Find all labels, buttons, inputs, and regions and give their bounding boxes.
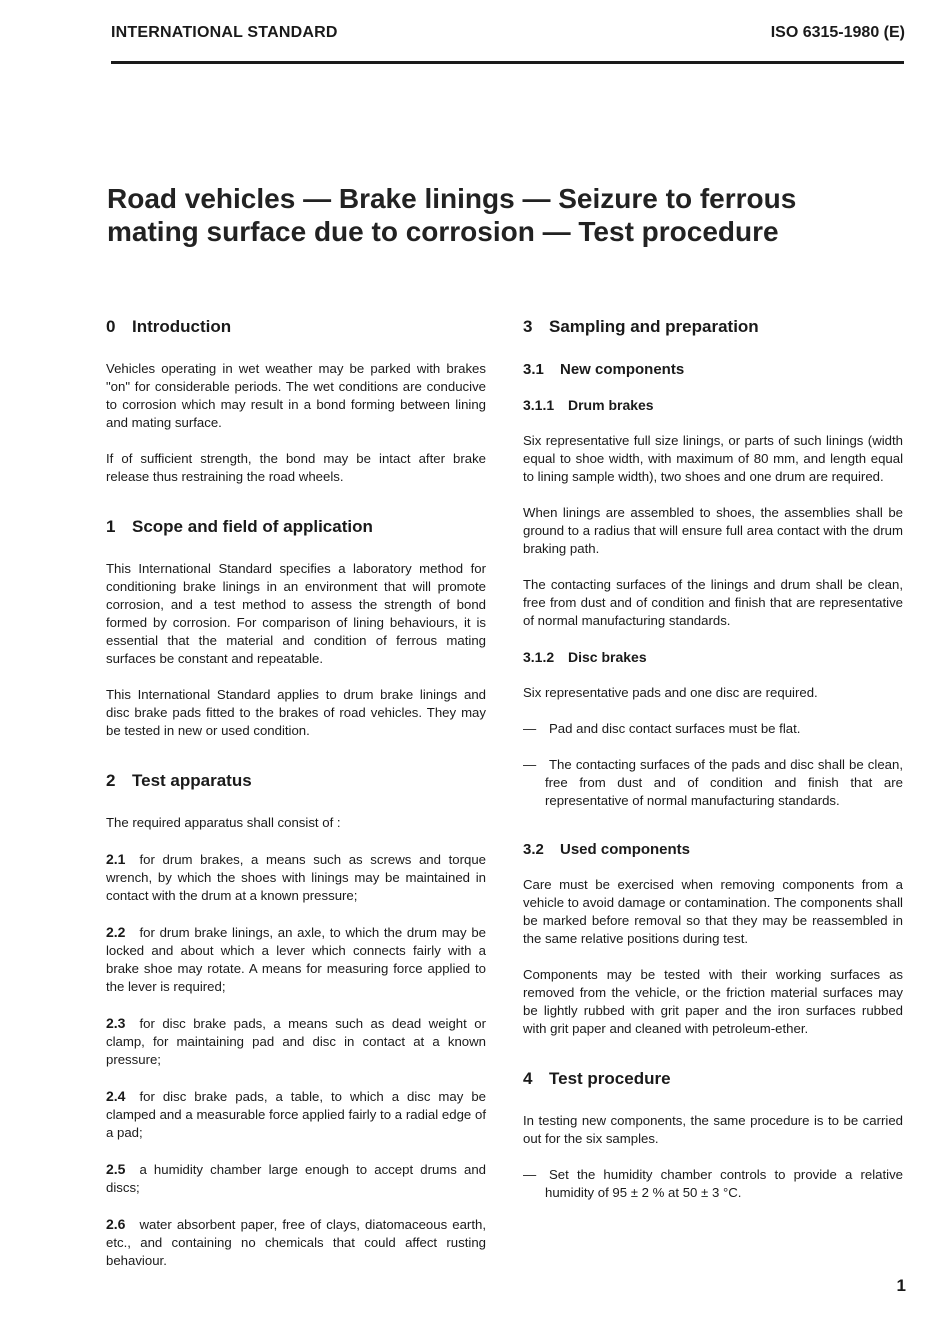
apparatus-item: 2.2 for drum brake linings, an axle, to which the drum may be locked and about which a lever which connects fairly with a brake shoe may rotate. A means for measuring force applied to the lever is required; <box>106 924 486 994</box>
dash-list-item: — The contacting surfaces of the pads and disc shall be clean, free from dust and of condition and finish that are representative of normal manufacturing standards. <box>523 757 903 808</box>
section-1-paragraph-1: This International Standard specifies a laboratory method for conditioning brake linings in an environment that will promote corrosion, and a test method to assess the strength of bond formed by corrosion. For comparison of lining behaviours, it is essential that the material and condition of ferrous mating surfaces be constant and repeatable. <box>106 561 486 666</box>
dash-list-item: — Set the humidity chamber controls to provide a relative humidity of 95 ± 2 % at 50 ± 3 °C. <box>523 1167 903 1200</box>
section-3-1-1-paragraph-3: The contacting surfaces of the linings and drum shall be clean, free from dust and of condition and finish that are representative of normal manufacturing standards. <box>523 577 903 628</box>
section-4-paragraph-1: In testing new components, the same procedure is to be carried out for the six samples. <box>523 1113 903 1146</box>
header-standard-label: INTERNATIONAL STANDARD <box>111 24 338 41</box>
header-document-id: ISO 6315-1980 (E) <box>770 24 905 41</box>
section-3-1-1-heading: 3.1.1 Drum brakes <box>523 397 654 413</box>
section-2-heading: 2 Test apparatus <box>106 771 252 790</box>
right-column <box>523 316 903 1220</box>
apparatus-item: 2.1 for drum brakes, a means such as screws and torque wrench, by which the shoes with linings may be maintained in contact with the drum at a known pressure; <box>106 851 486 903</box>
dash-list-item: — Pad and disc contact surfaces must be flat. <box>523 721 801 736</box>
section-3-heading: 3 Sampling and preparation <box>523 317 759 336</box>
section-0-heading: 0 Introduction <box>106 317 232 336</box>
section-3-1-2-paragraph-1: Six representative pads and one disc are required. <box>523 685 818 700</box>
section-2-intro: The required apparatus shall consist of : <box>106 815 341 830</box>
header-rule <box>111 61 904 64</box>
section-4-heading: 4 Test procedure <box>523 1069 671 1088</box>
apparatus-item: 2.5 a humidity chamber large enough to accept drums and discs; <box>106 1161 486 1195</box>
section-0-paragraph-1: Vehicles operating in wet weather may be parked with brakes "on" for considerable periods. The wet conditions are conducive to corrosion which may result in a bond forming between lining and mating surface. <box>106 361 486 430</box>
left-column <box>106 316 486 1288</box>
title-line-2: mating surface due to corrosion — Test procedure <box>107 216 779 247</box>
section-3-1-1-paragraph-2: When linings are assembled to shoes, the assemblies shall be ground to a radius that will ensure full area contact with the drum braking path. <box>523 505 903 556</box>
section-3-2-paragraph-2: Components may be tested with their working surfaces as removed from the vehicle, or the friction material surfaces may be lightly rubbed with grit paper and the iron surfaces rubbed with grit paper and cleaned with petroleum-ether. <box>523 967 903 1036</box>
section-3-1-1-paragraph-1: Six representative full size linings, or parts of such linings (width equal to shoe width, with maximum of 80 mm, and length equal to lining sample width), two shoes and one drum are required. <box>523 433 903 484</box>
section-0-paragraph-2: If of sufficient strength, the bond may be intact after brake release thus restraining the road wheels. <box>106 451 486 484</box>
title-line-1: Road vehicles — Brake linings — Seizure to ferrous <box>107 183 797 214</box>
apparatus-item: 2.6 water absorbent paper, free of clays, diatomaceous earth, etc., and containing no chemicals that could affect rusting behaviour. <box>106 1216 486 1268</box>
section-3-2-paragraph-1: Care must be exercised when removing components from a vehicle to avoid damage or contamination. The components shall be marked before removal so that they may be reassembled in the same relative positions during test. <box>523 877 903 946</box>
section-1-paragraph-2: This International Standard applies to drum brake linings and disc brake pads fitted to the brakes of road vehicles. They may be tested in new or used condition. <box>106 687 486 738</box>
section-3-2-heading: 3.2 Used components <box>523 841 691 858</box>
document-title <box>107 182 867 248</box>
page-number: 1 <box>896 1276 906 1295</box>
section-3-1-2-heading: 3.1.2 Disc brakes <box>523 649 647 665</box>
apparatus-item: 2.3 for disc brake pads, a means such as dead weight or clamp, for maintaining pad and disc in contact at a known pressure; <box>106 1015 486 1067</box>
section-1-heading: 1 Scope and field of application <box>106 517 373 536</box>
apparatus-item: 2.4 for disc brake pads, a table, to which a disc may be clamped and a measurable force applied fairly to a radial edge of a pad; <box>106 1088 486 1140</box>
section-3-1-heading: 3.1 New components <box>523 361 685 378</box>
